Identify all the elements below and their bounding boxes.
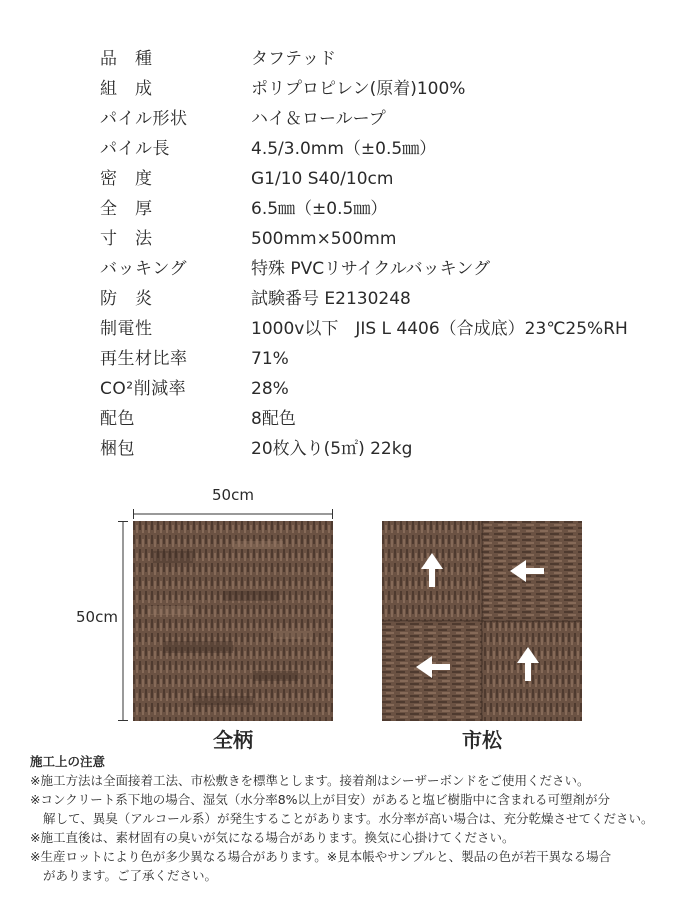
spec-value: ハイ＆ローループ: [251, 109, 386, 129]
spec-label: 組 成: [100, 79, 153, 99]
spec-row: [0, 164, 700, 194]
spec-row: [0, 194, 700, 224]
arrow-up-icon: [517, 647, 539, 681]
spec-label: 密 度: [100, 169, 153, 189]
spec-value: G1/10 S40/10cm: [251, 169, 394, 189]
spec-row: [0, 254, 700, 284]
spec-label: 再生材比率: [100, 349, 188, 369]
spec-label: 品 種: [100, 49, 153, 69]
spec-row: [0, 134, 700, 164]
note-line: ※施工方法は全面接着工法、市松敷きを標準とします。接着剤はシーザーボンドをご使用ください。: [30, 773, 590, 788]
spec-label: パイル長: [100, 139, 170, 159]
spec-label: 配色: [100, 409, 135, 429]
spec-value: 試験番号 E2130248: [251, 289, 411, 309]
spec-row: [0, 44, 700, 74]
carpet-tile-full-pattern: [133, 521, 333, 721]
spec-value: 特殊 PVCリサイクルバッキング: [251, 259, 491, 279]
spec-value: 28%: [251, 379, 289, 399]
spec-row: [0, 404, 700, 434]
spec-value: 500mm×500mm: [251, 229, 397, 249]
spec-row: [0, 284, 700, 314]
spec-value: 1000v以下 JIS L 4406（合成底）23℃25%RH: [251, 319, 628, 339]
spec-row: [0, 224, 700, 254]
height-dimension-line: [117, 521, 129, 721]
height-dimension-label: 50cm: [76, 608, 118, 626]
width-dimension-line: [133, 508, 333, 520]
spec-value: 71%: [251, 349, 289, 369]
spec-label: 梱包: [100, 439, 135, 459]
spec-value: ポリプロピレン(原着)100%: [251, 79, 466, 99]
caption-full-pattern: 全柄: [213, 728, 253, 752]
spec-row: [0, 74, 700, 104]
note-line: があります。ご了承ください。: [43, 868, 218, 883]
spec-label: 制電性: [100, 319, 153, 339]
carpet-tile-checkerboard: [382, 521, 582, 721]
spec-value: 4.5/3.0mm（±0.5㎜）: [251, 139, 437, 159]
arrow-up-icon: [421, 553, 443, 587]
note-line: ※コンクリート系下地の場合、湿気（水分率8%以上が目安）があると塩ビ樹脂中に含まれる可塑剤が分: [30, 792, 611, 807]
spec-value: 20枚入り(5㎡) 22kg: [251, 439, 413, 459]
note-line: ※生産ロットにより色が多少異なる場合があります。※見本帳やサンプルと、製品の色が若干異なる場合: [30, 849, 612, 864]
spec-label: 全 厚: [100, 199, 153, 219]
spec-row: [0, 344, 700, 374]
spec-value: タフテッド: [251, 49, 336, 69]
spec-value: 8配色: [251, 409, 296, 429]
spec-label: 防 炎: [100, 289, 153, 309]
spec-row: [0, 434, 700, 464]
spec-label: 寸 法: [100, 229, 153, 249]
arrow-left-icon: [416, 656, 450, 678]
note-line: ※施工直後は、素材固有の臭いが気になる場合があります。換気に心掛けてください。: [30, 830, 515, 845]
spec-row: [0, 374, 700, 404]
arrow-left-icon: [510, 560, 544, 582]
spec-value: 6.5㎜（±0.5㎜）: [251, 199, 388, 219]
caption-checkerboard: 市松: [462, 728, 502, 752]
notes-title: 施工上の注意: [30, 754, 106, 769]
spec-label: バッキング: [100, 259, 187, 279]
note-line: 解して、異臭（アルコール系）が発生することがあります。水分率が高い場合は、充分乾燥させてください。: [43, 811, 654, 826]
spec-row: [0, 104, 700, 134]
spec-label: パイル形状: [100, 109, 188, 129]
spec-row: [0, 314, 700, 344]
installation-notes: [30, 752, 690, 885]
spec-label: CO²削減率: [100, 379, 187, 399]
width-dimension-label: 50cm: [212, 486, 254, 504]
